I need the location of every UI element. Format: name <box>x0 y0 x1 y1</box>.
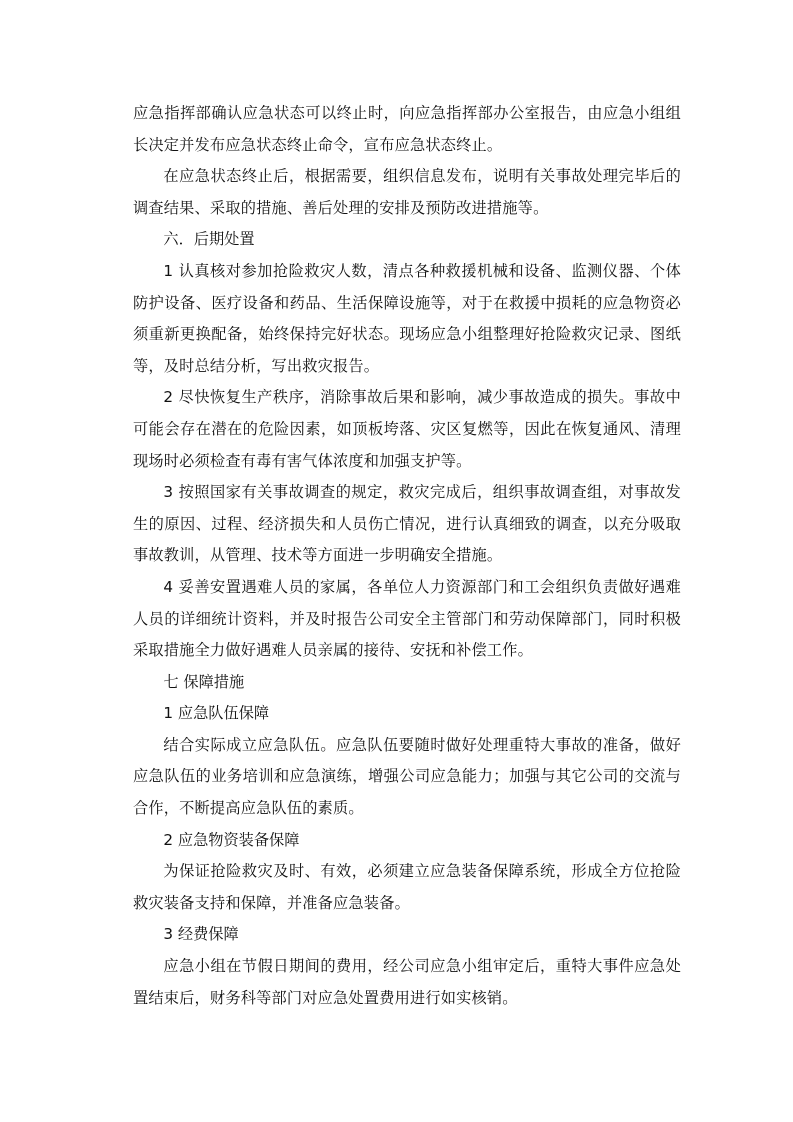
paragraph-aftermath-1: 1 认真核对参加抢险救灾人数，清点各种救援机械和设备、监测仪器、个体防护设备、医疗设备和药品、生活保障设施等，对于在救援中损耗的应急物资必须重新更换配备，始终保持完好状态。现场应急小组整理好抢险救灾记录、图纸等，及时总结分析，写出救灾报告。 <box>133 261 681 375</box>
paragraph-funding-guarantee: 应急小组在节假日期间的费用，经公司应急小组审定后，重特大事件应急处置结束后，财务科等部门对应急处置费用进行如实核销。 <box>133 957 681 1007</box>
paragraph-termination-command: 应急指挥部确认应急状态可以终止时，向应急指挥部办公室报告，由应急小组组长决定并发布应急状态终止命令，宣布应急状态终止。 <box>133 104 681 154</box>
subheading-equipment-guarantee: 2 应急物资装备保障 <box>163 830 300 849</box>
paragraph-aftermath-2: 2 尽快恢复生产秩序，消除事故后果和影响，减少事故造成的损失。事故中可能会存在潜在的危险因素，如顶板垮落、灾区复燃等，因此在恢复通风、清理现场时必须检查有毒有害气体浓度和加强支护等。 <box>133 388 681 470</box>
section-heading-aftermath: 六．后期处置 <box>163 230 255 249</box>
subheading-funding-guarantee: 3 经费保障 <box>163 925 239 944</box>
paragraph-equipment-guarantee: 为保证抢险救灾及时、有效，必须建立应急装备保障系统，形成全方位抢险救灾装备支持和保障，并准备应急装备。 <box>133 862 681 912</box>
paragraph-info-release: 在应急状态终止后，根据需要，组织信息发布，说明有关事故处理完毕后的调查结果、采取的措施、善后处理的安排及预防改进措施等。 <box>133 167 681 217</box>
subheading-team-guarantee: 1 应急队伍保障 <box>163 704 270 723</box>
section-heading-safeguards: 七 保障措施 <box>163 672 245 691</box>
paragraph-aftermath-4: 4 妥善安置遇难人员的家属，各单位人力资源部门和工会组织负责做好遇难人员的详细统计资料，并及时报告公司安全主管部门和劳动保障部门，同时积极采取措施全力做好遇难人员亲属的接待、安抚和补偿工作。 <box>133 577 681 660</box>
paragraph-team-guarantee: 结合实际成立应急队伍。应急队伍要随时做好处理重特大事故的准备，做好应急队伍的业务培训和应急演练，增强公司应急能力；加强与其它公司的交流与合作，不断提高应急队伍的素质。 <box>133 735 681 818</box>
paragraph-aftermath-3: 3 按照国家有关事故调查的规定，救灾完成后，组织事故调查组，对事故发生的原因、过程、经济损失和人员伤亡情况，进行认真细致的调查，以充分吸取事故教训，从管理、技术等方面进一步明确安全措施。 <box>133 483 681 565</box>
document-page <box>133 98 681 1014</box>
